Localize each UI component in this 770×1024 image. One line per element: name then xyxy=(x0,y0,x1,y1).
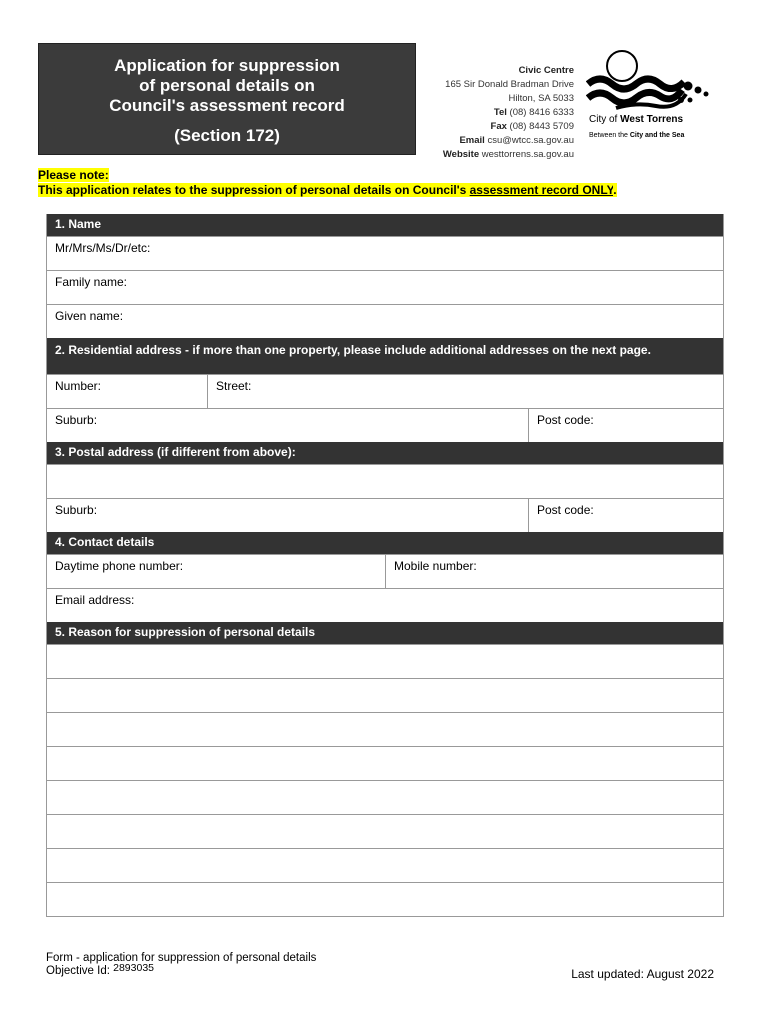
footer-form-info xyxy=(46,952,316,978)
residential-suburb-field[interactable] xyxy=(47,409,528,442)
email-line xyxy=(418,134,574,148)
reason-line[interactable] xyxy=(47,848,723,882)
residential-suburb-row xyxy=(47,408,723,442)
reason-line[interactable] xyxy=(47,746,723,780)
postal-address-row[interactable] xyxy=(47,464,723,498)
residential-postcode-label: Post code: xyxy=(537,413,594,427)
form-title-line-3: Council's assessment record xyxy=(109,96,345,115)
residential-number-label: Number: xyxy=(55,379,102,393)
postal-address-field[interactable] xyxy=(47,465,723,498)
postal-postcode-field[interactable] xyxy=(528,499,723,532)
logo-tagline xyxy=(589,132,684,139)
reason-line[interactable] xyxy=(47,644,723,678)
section-residential-header: 2. Residential address - if more than one property, please include additional addresses on the next page. xyxy=(47,338,723,374)
application-form xyxy=(46,214,724,917)
residential-number-street-row xyxy=(47,374,723,408)
fax-label: Fax xyxy=(490,121,507,132)
reason-line[interactable] xyxy=(47,780,723,814)
given-name-row[interactable] xyxy=(47,304,723,338)
daytime-phone-label: Daytime phone number: xyxy=(55,559,184,573)
mobile-number-field[interactable] xyxy=(385,555,723,588)
council-logo xyxy=(586,46,721,146)
please-note xyxy=(38,168,617,198)
residential-street-label: Street: xyxy=(216,379,252,393)
postal-postcode-label: Post code: xyxy=(537,503,594,517)
form-title-line-1: Application for suppression xyxy=(114,56,340,75)
reason-line[interactable] xyxy=(47,882,723,916)
logo-tag-bold: City and the Sea xyxy=(629,132,685,139)
footer-form-name: Form - application for suppression of personal details xyxy=(46,952,317,964)
email-label: Email xyxy=(459,135,485,146)
section-reason-header: 5. Reason for suppression of personal details xyxy=(47,622,723,644)
email-address-label: Email address: xyxy=(55,593,135,607)
form-title-line-2: of personal details on xyxy=(139,76,315,95)
residential-number-field[interactable] xyxy=(47,375,207,408)
tel-value: (08) 8416 6333 xyxy=(509,107,574,118)
address-line-2: Hilton, SA 5033 xyxy=(508,93,574,104)
fax-value: (08) 8443 5709 xyxy=(509,121,574,132)
given-name-label: Given name: xyxy=(55,309,124,323)
note-body-text: This application relates to the suppression of personal details on Council's xyxy=(38,183,470,197)
logo-brand-prefix: City of xyxy=(589,114,621,125)
residential-suburb-label: Suburb: xyxy=(55,413,98,427)
form-section-ref: (Section 172) xyxy=(174,126,280,145)
note-body-underlined: assessment record ONLY xyxy=(469,183,614,197)
reason-line[interactable] xyxy=(47,814,723,848)
family-name-row[interactable] xyxy=(47,270,723,304)
note-body-end: . xyxy=(613,183,617,197)
family-name-label: Family name: xyxy=(55,275,128,289)
logo-brand-bold: West Torrens xyxy=(620,114,684,125)
fax-line xyxy=(418,120,574,134)
title-field-label: Mr/Mrs/Ms/Dr/etc: xyxy=(55,241,151,255)
postal-suburb-field[interactable] xyxy=(47,499,528,532)
postal-suburb-label: Suburb: xyxy=(55,503,98,517)
reason-line[interactable] xyxy=(47,678,723,712)
email-row[interactable] xyxy=(47,588,723,622)
website-label: Website xyxy=(442,149,480,160)
section-postal-header: 3. Postal address (if different from above): xyxy=(47,442,723,464)
footer-objective-id: 2893035 xyxy=(113,962,155,974)
note-body xyxy=(38,183,617,197)
title-row[interactable] xyxy=(47,236,723,270)
footer-last-updated: Last updated: August 2022 xyxy=(571,967,714,981)
residential-street-field[interactable] xyxy=(207,375,723,408)
section-name-header: 1. Name xyxy=(47,214,723,236)
note-heading: Please note: xyxy=(38,168,109,182)
phone-row xyxy=(47,554,723,588)
website-value: westtorrens.sa.gov.au xyxy=(481,149,574,160)
tel-line xyxy=(418,106,574,120)
footer-objective-label: Objective Id: xyxy=(46,965,110,977)
reason-line[interactable] xyxy=(47,712,723,746)
website-line xyxy=(418,148,574,162)
email-value: csu@wtcc.sa.gov.au xyxy=(487,135,574,146)
logo-emblem-icon xyxy=(586,46,721,114)
address-line-1: 165 Sir Donald Bradman Drive xyxy=(445,79,574,90)
form-title-box xyxy=(38,43,416,155)
council-contact-block xyxy=(418,64,574,162)
postal-suburb-row xyxy=(47,498,723,532)
logo-tag-prefix: Between the xyxy=(589,132,630,139)
residential-postcode-field[interactable] xyxy=(528,409,723,442)
daytime-phone-field[interactable] xyxy=(47,555,385,588)
tel-label: Tel xyxy=(493,107,507,118)
logo-brand-text xyxy=(589,114,683,125)
mobile-number-label: Mobile number: xyxy=(394,559,477,573)
civic-centre-heading: Civic Centre xyxy=(518,65,574,76)
section-contact-header: 4. Contact details xyxy=(47,532,723,554)
